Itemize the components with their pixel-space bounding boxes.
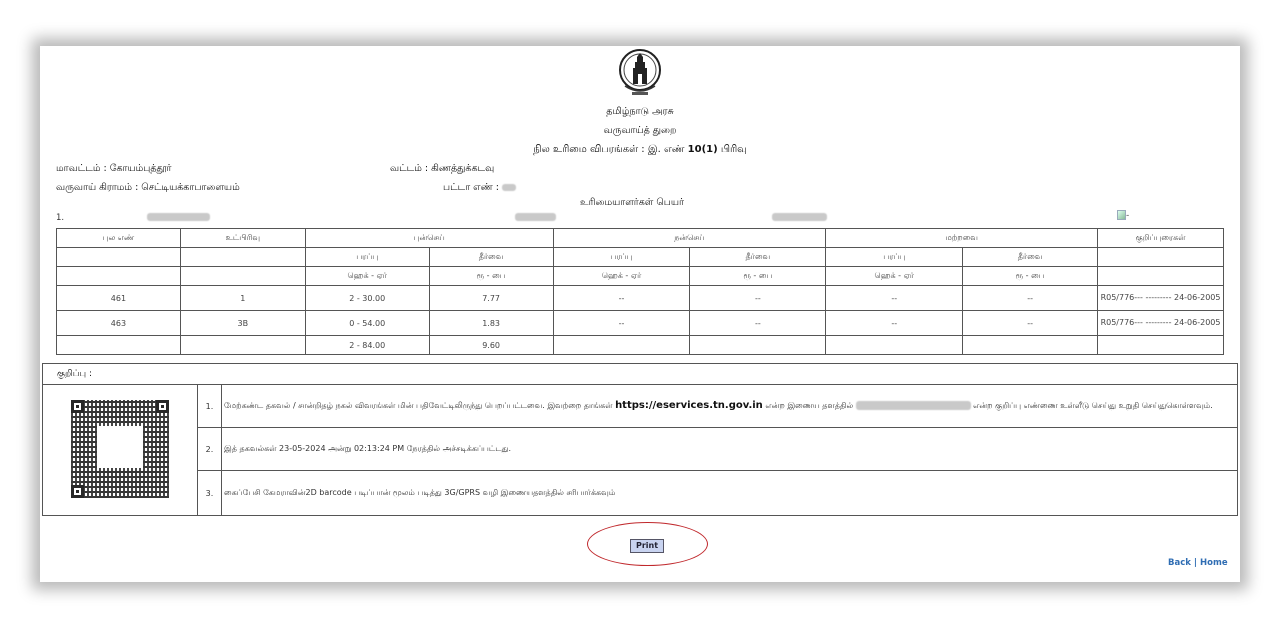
- remarks: R05/776--- --------- 24-06-2005: [1098, 311, 1224, 336]
- land-details-table: [56, 228, 1224, 355]
- redacted-reference-number: [856, 401, 971, 410]
- qr-cell: [43, 385, 198, 516]
- redacted-patta-number: [502, 184, 516, 191]
- link-separator: |: [1193, 558, 1198, 568]
- department-name: வருவாய்த் துறை: [603, 125, 677, 136]
- note-text: இத் தகவல்கள் 23-05-2024 அன்று 02:13:24 PM நேரத்தில் அச்சடிக்கப்பட்டது.: [222, 428, 1238, 471]
- footer-nav: [1168, 558, 1228, 568]
- wet-area: --: [553, 286, 690, 311]
- unit-tax: ரூ - பை: [963, 267, 1098, 286]
- other-area: --: [826, 311, 963, 336]
- table-total-row: [57, 336, 1224, 355]
- district-label: மாவட்டம் : கோயம்புத்தூர்: [56, 163, 172, 174]
- dry-area: 0 - 54.00: [305, 311, 429, 336]
- note-number: 2.: [198, 428, 222, 471]
- other-tax: --: [963, 286, 1098, 311]
- table-units-row: [57, 267, 1224, 286]
- subheader-area: பரப்பு: [826, 248, 963, 267]
- home-link[interactable]: Home: [1200, 558, 1228, 568]
- subheader-tax: தீர்வை: [690, 248, 826, 267]
- note-number: 3.: [198, 471, 222, 516]
- survey-no: 463: [57, 311, 181, 336]
- taluk-label: வட்டம் : கிணத்துக்கடவு: [390, 163, 495, 174]
- patta-number: பட்டா எண் :: [443, 182, 516, 194]
- subheader-area: பரப்பு: [553, 248, 690, 267]
- header-other-land: மற்றவை: [826, 229, 1098, 248]
- remarks: R05/776--- --------- 24-06-2005: [1098, 286, 1224, 311]
- note-text: மேற்கண்ட தகவல் / சான்றிதழ் நகல் விவரங்கள் மின் பதிவேட்டிலிருந்து பெறப்பட்டவை. இவற்றை தாங்கள் https://eservices.tn.gov.in என்ற இணைய தளத்தில் என்ற குறிப்பு எண்ணை உள்ளீடு செய்து உறுதி செய்துகொள்ளவும்.: [222, 385, 1238, 428]
- eservices-url: https://eservices.tn.gov.in: [615, 400, 763, 411]
- table-row: [57, 311, 1224, 336]
- redacted-relation-type: [772, 213, 827, 221]
- print-button[interactable]: Print: [630, 539, 664, 553]
- dry-tax: 7.77: [429, 286, 553, 311]
- unit-area: ஹெக் - ஏர்: [553, 267, 690, 286]
- government-name: தமிழ்நாடு அரசு: [606, 106, 674, 117]
- wet-area: --: [553, 311, 690, 336]
- subheader-tax: தீர்வை: [429, 248, 553, 267]
- redacted-owner-name: [147, 213, 210, 221]
- subdivision: 1: [180, 286, 305, 311]
- note-number: 1.: [198, 385, 222, 428]
- table-subheader-row: [57, 248, 1224, 267]
- header-remarks: குறிப்புரைகள்: [1098, 229, 1224, 248]
- dry-area: 2 - 30.00: [305, 286, 429, 311]
- header-dry-land: புன்செய்: [305, 229, 553, 248]
- owners-title: உரிமையாளர்கள் பெயர்: [580, 197, 684, 208]
- header-wet-land: நன்செய்: [553, 229, 826, 248]
- subheader-area: பரப்பு: [305, 248, 429, 267]
- note-text: கைப்பேசி கேமராவின்2D barcode படிப்பான் மூலம் படித்து 3G/GPRS வழி இணையதளத்தில் சரிபார்க்கவும்: [222, 471, 1238, 516]
- unit-tax: ரூ - பை: [429, 267, 553, 286]
- notes-heading: குறிப்பு :: [43, 364, 1238, 385]
- subheader-tax: தீர்வை: [963, 248, 1098, 267]
- wet-tax: --: [690, 311, 826, 336]
- other-area: --: [826, 286, 963, 311]
- qr-code-icon: [71, 400, 169, 498]
- notes-table: [42, 363, 1238, 516]
- owner-row-number: 1.: [56, 213, 65, 223]
- village-label: வருவாய் கிராமம் : செட்டியக்காபாளையம்: [56, 182, 240, 193]
- unit-tax: ரூ - பை: [690, 267, 826, 286]
- other-tax: --: [963, 311, 1098, 336]
- table-row: [57, 286, 1224, 311]
- back-link[interactable]: Back: [1168, 558, 1191, 568]
- dry-tax: 1.83: [429, 311, 553, 336]
- header-subdivision: உட்பிரிவு: [180, 229, 305, 248]
- header-survey-no: புல எண்: [57, 229, 181, 248]
- total-dry-area: 2 - 84.00: [305, 336, 429, 355]
- subdivision: 3B: [180, 311, 305, 336]
- survey-no: 461: [57, 286, 181, 311]
- redacted-relation-name: [515, 213, 556, 221]
- document-title: நில உரிமை விபரங்கள் : இ. எண் 10(1) பிரிவு: [533, 144, 747, 155]
- table-header-row: [57, 229, 1224, 248]
- unit-area: ஹெக் - ஏர்: [826, 267, 963, 286]
- total-dry-tax: 9.60: [429, 336, 553, 355]
- broken-image-icon: -: [1117, 210, 1129, 221]
- unit-area: ஹெக் - ஏர்: [305, 267, 429, 286]
- wet-tax: --: [690, 286, 826, 311]
- land-record-document: [40, 46, 1240, 582]
- tamil-nadu-emblem-icon: [617, 46, 663, 102]
